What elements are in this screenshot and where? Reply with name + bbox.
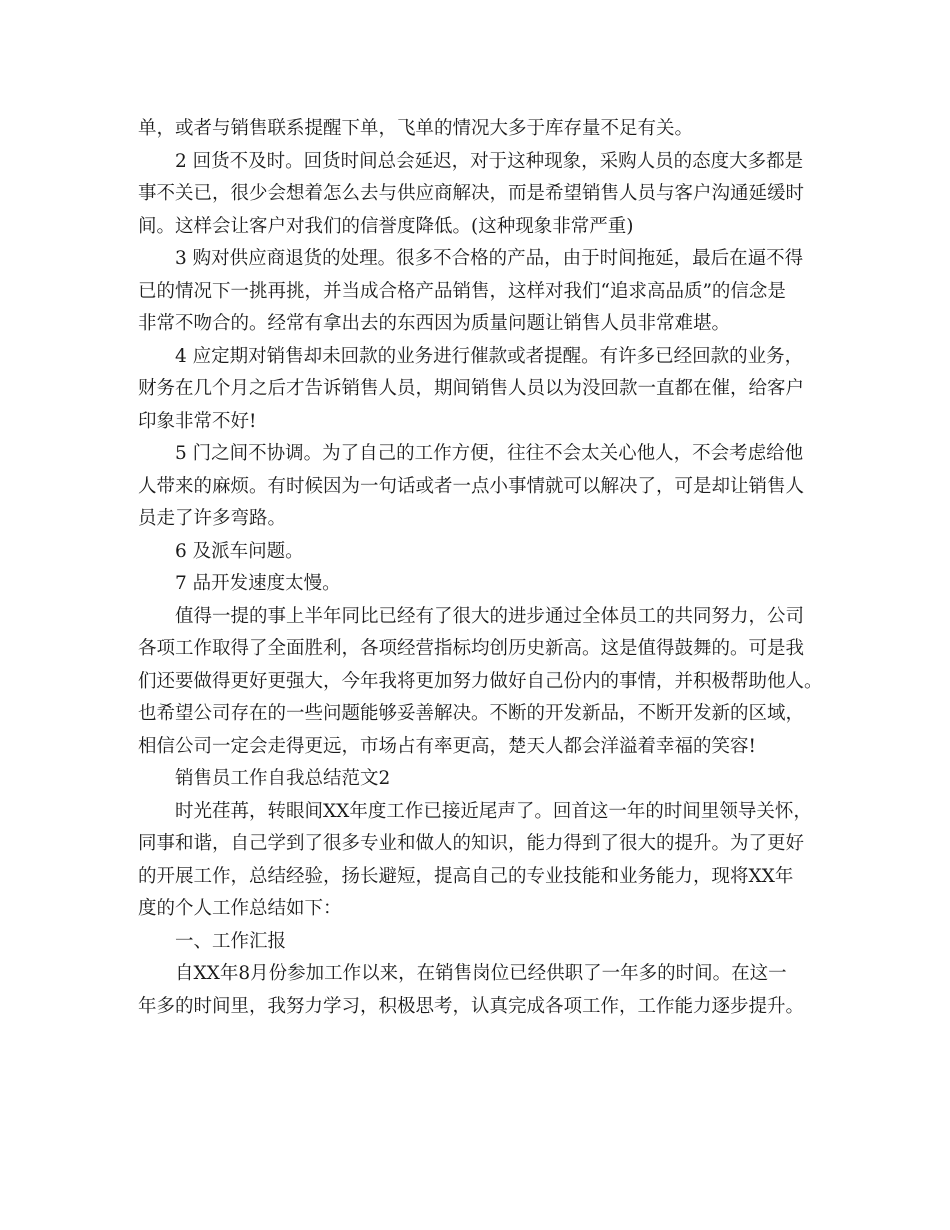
text-line: 各项工作取得了全面胜利，各项经营指标均创历史新高。这是值得鼓舞的。可是我 — [138, 638, 805, 659]
text-line: 印象非常不好! — [138, 410, 257, 432]
text-line: 6 及派车问题。 — [175, 540, 304, 562]
text-line: 也希望公司存在的一些问题能够妥善解决。不断的开发新品，不断开发新的区域， — [138, 703, 805, 724]
text-line: 度的个人工作总结如下： — [138, 898, 342, 919]
text-line: 单，或者与销售联系提醒下单，飞单的情况大多于库存量不足有关。 — [138, 118, 694, 139]
text-line: 同事和谐，自己学到了很多专业和做人的知识，能力得到了很大的提升。为了更好 — [138, 833, 805, 854]
text-line: 3 购对供应商退货的处理。很多不合格的产品，由于时间拖延，最后在逼不得 — [175, 248, 804, 269]
document-body — [138, 113, 828, 1023]
text-line: 相信公司一定会走得更远，市场占有率更高，楚天人都会洋溢着幸福的笑容! — [138, 735, 756, 757]
text-line: 间。这样会让客户对我们的信誉度降低。(这种现象非常严重) — [138, 215, 634, 237]
section-heading: 销售员工作自我总结范文2 — [175, 768, 391, 789]
text-line: 事不关已，很少会想着怎么去与供应商解决，而是希望销售人员与客户沟通延缓时 — [138, 183, 805, 204]
section-heading: 一、工作汇报 — [175, 930, 287, 952]
text-line: 人带来的麻烦。有时候因为一句话或者一点小事情就可以解决了，可是却让销售人 — [138, 475, 805, 497]
text-line: 员走了许多弯路。 — [138, 508, 287, 529]
text-line: 时光荏苒，转眼间XX年度工作已接近尾声了。回首这一年的时间里领导关怀， — [175, 800, 812, 822]
text-line: 2 回货不及时。回货时间总会延迟，对于这种现象，采购人员的态度大多都是 — [175, 150, 804, 172]
text-line: 5 门之间不协调。为了自己的工作方便，往往不会太关心他人，不会考虑给他 — [175, 443, 804, 464]
text-line: 的开展工作，总结经验，扬长避短，提高自己的专业技能和业务能力，现将XX年 — [138, 865, 794, 887]
text-line: 已的情况下一挑再挑，并当成合格产品销售，这样对我们“追求高品质”的信念是 — [138, 280, 786, 302]
text-line: 财务在几个月之后才告诉销售人员，期间销售人员以为没回款一直都在催，给客户 — [138, 378, 805, 399]
text-line: 值得一提的事上半年同比已经有了很大的进步通过全体员工的共同努力，公司 — [175, 605, 805, 627]
text-line: 自XX年8月份参加工作以来，在销售岗位已经供职了一年多的时间。在这一 — [175, 963, 787, 984]
text-line: 4 应定期对销售却未回款的业务进行催款或者提醒。有许多已经回款的业务， — [175, 345, 804, 367]
text-line: 们还要做得更好更强大，今年我将更加努力做好自己份内的事情，并积极帮助他人。 — [138, 670, 823, 692]
text-line: 年多的时间里，我努力学习，积极思考，认真完成各项工作，工作能力逐步提升。 — [138, 995, 805, 1017]
text-line: 非常不吻合的。经常有拿出去的东西因为质量问题让销售人员非常难堪。 — [138, 313, 731, 334]
text-line: 7 品开发速度太慢。 — [175, 573, 341, 594]
